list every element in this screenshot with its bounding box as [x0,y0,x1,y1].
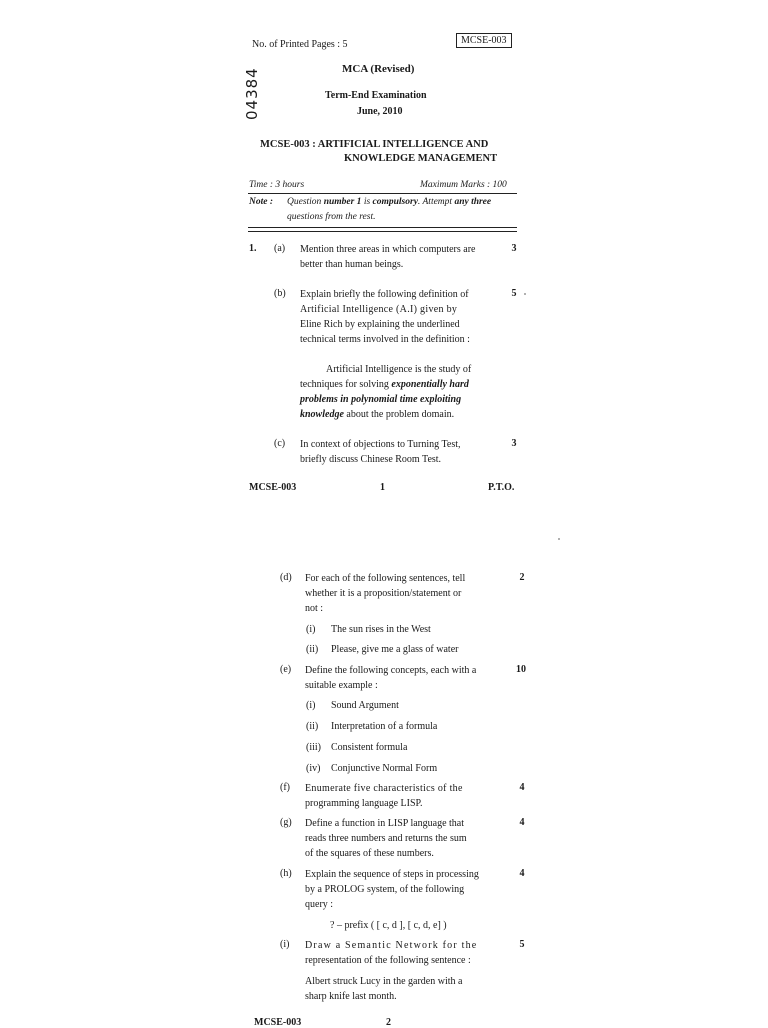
maximum-marks: Maximum Marks : 100 [420,180,507,190]
q1e-text: Define the following concepts, each with a suitable example : [305,665,477,691]
q1e-item-number: (iii) [306,742,321,753]
q1d-item-number: (i) [306,624,316,635]
q1f-label: (f) [280,782,290,793]
q1a-label: (a) [274,243,286,254]
course-title-line1: MCSE-003 : ARTIFICIAL INTELLIGENCE AND [260,139,489,150]
exam-title: Term-End Examination [325,90,427,101]
q1e-marks: 10 [516,664,526,675]
footer-pto: P.T.O. [488,482,515,493]
scan-speck [558,538,560,540]
serial-number: 04384 [243,67,261,120]
printed-pages-label: No. of Printed Pages : 5 [252,39,348,50]
ai-definition-quote: Artificial Intelligence is the study of techniques for solving exponentially hard problems in polynomial time exploiting knowledge about the problem domain. [300,364,472,420]
q1i-label: (i) [280,939,290,950]
q1i-sentence: Albert struck Lucy in the garden with a sharp knife last month. [305,976,463,1002]
q1g-marks: 4 [519,817,525,828]
q1b-label: (b) [274,288,286,299]
q1a-marks: 3 [511,243,517,254]
q1d-item-text: The sun rises in the West [331,624,431,635]
q1d-item-text: Please, give me a glass of water [331,644,459,655]
footer-page-number-partial: 2 [386,1017,391,1028]
q1e-label: (e) [280,664,292,675]
q1c-marks: 3 [511,438,517,449]
note-divider [248,227,517,232]
q1c-label: (c) [274,438,286,449]
q1a-text: Mention three areas in which computers are better than human beings. [300,244,476,270]
note-line-2: questions from the rest. [287,212,376,222]
q1d-item-number: (ii) [306,644,319,655]
q1b-marks: 5 [511,288,517,299]
scan-speck [524,293,526,295]
q1e-item-number: (ii) [306,721,319,732]
q1e-item-number: (iv) [306,763,321,774]
q1d-marks: 2 [519,572,525,583]
q1i-text: Draw a Semantic Network for the representation of the following sentence : [305,940,478,966]
q1e-item-number: (i) [306,700,316,711]
q1f-text: Enumerate five characteristics of the programming language LISP. [305,783,463,809]
q1e-item-text: Conjunctive Normal Form [331,763,438,774]
q1h-marks: 4 [519,868,525,879]
question-number-1: 1. [249,243,257,254]
q1e-item-text: Interpretation of a formula [331,721,438,732]
q1d-text: For each of the following sentences, tell whether it is a proposition/statement or not : [305,573,466,614]
footer-page-number: 1 [380,482,385,493]
q1e-item-text: Consistent formula [331,742,408,753]
time-allowed: Time : 3 hours [249,180,305,190]
q1f-marks: 4 [519,782,525,793]
prolog-query: ? – prefix ( [ c, d ], [ c, d, e] ) [330,920,447,931]
course-title-line2: KNOWLEDGE MANAGEMENT [344,153,498,164]
q1d-label: (d) [280,572,292,583]
q1i-marks: 5 [519,939,525,950]
q1g-text: Define a function in LISP language that reads three numbers and returns the sum of the squares of these numbers. [305,818,467,859]
q1e-item-text: Sound Argument [331,700,399,711]
note-line-1: Question number 1 is compulsory. Attempt any three [287,197,492,207]
programme-title: MCA (Revised) [342,63,415,75]
q1h-text: Explain the sequence of steps in processing by a PROLOG system, of the following query : [305,869,479,910]
q1h-label: (h) [280,868,292,879]
footer-course-code-partial: MCSE-003 [254,1017,302,1028]
course-code-box: MCSE-003 [456,33,512,48]
q1g-label: (g) [280,817,292,828]
q1b-text: Explain briefly the following definition of Artificial Intelligence (A.I) given by Eline Rich by explaining the underlined technical terms involved in the definition : [300,289,470,345]
exam-session: June, 2010 [357,106,403,117]
header-divider [248,193,517,194]
note-label: Note : [249,197,274,207]
q1c-text: In context of objections to Turning Test, briefly discuss Chinese Room Test. [300,439,461,465]
footer-course-code: MCSE-003 [249,482,297,493]
